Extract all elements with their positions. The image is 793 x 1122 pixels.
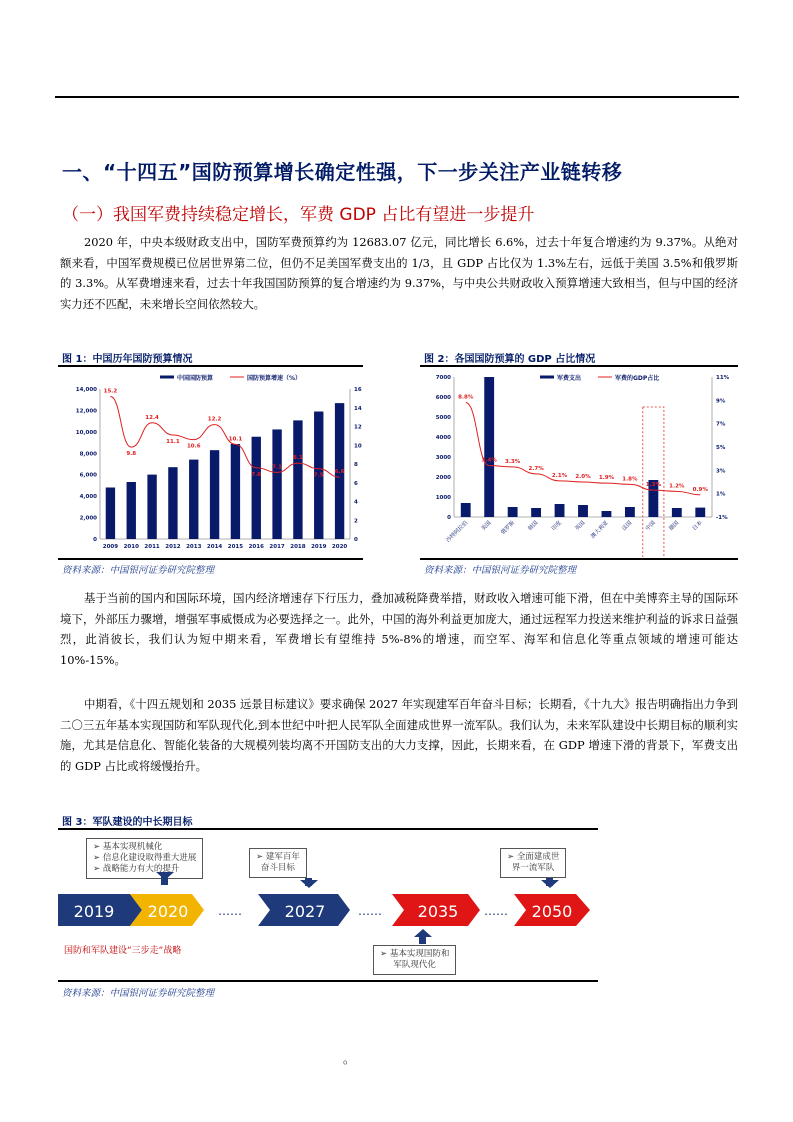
footer-dot: 。 xyxy=(343,1052,356,1066)
y-tick-right: 8 xyxy=(354,462,358,468)
subsection-heading: （一）我国军费持续稳定增长，军费 GDP 占比有望进一步提升 xyxy=(62,205,535,225)
data-label: 0.9% xyxy=(692,486,708,493)
year-2050: 2050 xyxy=(531,902,573,921)
y-tick-left: 2000 xyxy=(435,475,451,481)
data-label: 12.2 xyxy=(207,416,222,423)
bar xyxy=(106,487,115,539)
arrow-2027-head xyxy=(300,880,318,888)
x-tick-label: 法国 xyxy=(621,520,634,533)
bar xyxy=(252,437,261,539)
x-tick-label: 韩国 xyxy=(527,520,540,533)
y-tick-left: 14,000 xyxy=(75,387,97,393)
bar xyxy=(531,508,541,517)
series-line xyxy=(110,397,339,478)
box-2020 xyxy=(86,838,203,879)
y-tick-right: 10 xyxy=(354,443,362,450)
figure1-title: 图 1：中国历年国防预算情况 xyxy=(62,354,193,365)
figure3-bottom-rule xyxy=(58,980,598,982)
y-tick-left: 6000 xyxy=(435,395,451,401)
x-tick-label: 2020 xyxy=(331,544,348,550)
x-tick-label: 英国 xyxy=(574,520,587,533)
y-tick-right: 2 xyxy=(354,518,358,525)
data-label: 1.8% xyxy=(622,476,638,483)
y-tick-right: -1% xyxy=(716,515,728,521)
x-tick-label: 2014 xyxy=(206,544,223,550)
x-tick-label: 2018 xyxy=(290,544,306,550)
data-label: 6.6 xyxy=(334,469,345,476)
box-2050: ➢ 全面建成世 界一流军队 xyxy=(500,848,566,878)
bar xyxy=(578,505,588,517)
box-2020-item: ➢ 战略能力有大的提升 xyxy=(93,864,180,874)
figure2-title: 图 2：各国国防预算的 GDP 占比情况 xyxy=(424,354,596,365)
data-label: 2.0% xyxy=(575,474,591,480)
y-tick-left: 0 xyxy=(447,515,451,521)
bar xyxy=(210,450,219,539)
x-tick-label: 德国 xyxy=(668,520,681,533)
x-tick-label: 2015 xyxy=(227,544,244,550)
data-label: 11.1 xyxy=(166,438,180,445)
arrow-2050-head xyxy=(541,880,559,888)
data-label: 8.1 xyxy=(293,455,303,462)
bar xyxy=(168,467,177,539)
bar xyxy=(127,482,136,539)
bar xyxy=(555,504,565,517)
legend-bar-label: 军费支出 xyxy=(557,375,582,382)
y-tick-right: 3% xyxy=(716,468,726,475)
x-tick-label: 2017 xyxy=(269,544,285,550)
strategy-note: 国防和军队建设“三步走“战略 xyxy=(64,946,182,956)
series-line xyxy=(466,403,701,495)
y-tick-left: 2,000 xyxy=(79,515,97,522)
year-2027: 2027 xyxy=(284,902,326,921)
bar xyxy=(231,444,240,539)
y-tick-left: 8,000 xyxy=(79,451,97,458)
data-label: 10.6 xyxy=(186,443,201,450)
data-label: 9.8 xyxy=(126,451,137,458)
box-2027: ➢ 建军百年 奋斗目标 xyxy=(249,848,307,878)
x-tick-label: 美国 xyxy=(480,520,493,533)
data-label: 2.7% xyxy=(528,465,544,472)
year-2035: 2035 xyxy=(417,902,459,921)
paragraph-1: 2020 年，中央本级财政支出中，国防军费预算约为 12683.07 亿元，同比增长 6.6%，过去十年复合增速约为 9.37%。从绝对额来看，中国军费规模已位居世界第二位，但仍不足美国军费支出的 1/3，且 GDP 占比仅为 1.3%左右，远低于美国 3.5%和俄罗斯的 3.3%。从军费增速来看，过去十年我国国防预算的复合增速约为 9.37%，与中央公共财政收入预算增速大致相当，但与中国的经济实力还不匹配，未来增长空间依然较大。 xyxy=(60,235,738,311)
data-label: 3.3% xyxy=(505,458,521,465)
y-tick-left: 4,000 xyxy=(79,494,97,501)
y-tick-left: 7000 xyxy=(435,375,451,381)
arrow-2035-stem xyxy=(419,936,426,944)
bar xyxy=(272,429,281,539)
data-label: 15.2 xyxy=(103,388,118,395)
year-2019: 2019 xyxy=(73,902,115,921)
box-2035: ➢ 基本实现国防和 军队现代化 xyxy=(373,945,456,975)
y-tick-right: 14 xyxy=(354,405,362,412)
data-label: 10.1 xyxy=(228,436,243,443)
y-tick-right: 4 xyxy=(354,499,358,506)
bar xyxy=(695,508,705,517)
bar xyxy=(147,475,156,539)
x-tick-label: 2019 xyxy=(311,544,327,550)
paragraph-3: 中期看，《十四五规划和 2035 远景目标建议》要求确保 2027 年实现建军百年奋斗目标；长期看，《十九大》报告明确指出力争到二〇三五年基本实现国防和军队现代化,到本世纪中叶把人民军队全面建成世界一流军队。我们认为，未来军队建设中长期目标的顺利实施，尤其是信息化、智能化装备的大规模列装均离不开国防支出的大力支撑，因此，长期来看，在 GDP 增速下滑的背景下，军费支出的 GDP 占比或将缓慢抬升。 xyxy=(60,697,738,773)
x-tick-label: 2013 xyxy=(186,544,202,550)
timeline xyxy=(58,888,598,932)
figure2-source: 资料来源：中国银河证券研究院整理 xyxy=(424,565,577,576)
y-tick-left: 0 xyxy=(93,537,97,543)
figure1-source: 资料来源：中国银河证券研究院整理 xyxy=(62,565,215,576)
box-2020-item: ➢ 信息化建设取得重大进展 xyxy=(93,853,197,863)
legend-bar-label: 中国国防预算 xyxy=(177,375,214,382)
paragraph-2: 基于当前的国内和国际环境，国内经济增速存下行压力，叠加减税降费举措，财政收入增速可能下滑，但在中美博弈主导的国际环境下，外部压力骤增，增强军事威慑成为必要选择之一。此外，中国的海外利益更加庞大，通过远程军力投送来维护利益的诉求日益强烈，此消彼长，我们认为短中期来看，军费增长有望维持 5%-8%的增速，而空军、海军和信息化等重点领域的增速可能达 10%-15%。 xyxy=(60,591,738,667)
data-label: 1.9% xyxy=(598,475,615,482)
data-label: 1.3% xyxy=(645,482,661,489)
y-tick-right: 6 xyxy=(354,480,358,487)
data-label: 7.1 xyxy=(272,464,282,471)
data-label: 12.4 xyxy=(145,414,159,421)
y-tick-left: 5000 xyxy=(435,415,451,421)
bar xyxy=(672,508,682,517)
dots-1: …… xyxy=(218,904,242,918)
x-tick-label: 日本 xyxy=(691,520,704,533)
figure3-rule xyxy=(58,828,598,830)
y-tick-right: 1% xyxy=(716,491,726,498)
figure2-bottom-rule xyxy=(420,558,738,560)
x-tick-label: 2012 xyxy=(165,544,181,550)
data-label: 7.5 xyxy=(313,472,324,479)
x-tick-label: 2010 xyxy=(123,544,139,550)
section-heading: 一、“十四五”国防预算增长确定性强，下一步关注产业链转移 xyxy=(62,160,623,184)
data-label: 3.4% xyxy=(481,457,497,464)
y-tick-left: 3000 xyxy=(435,455,451,461)
data-label: 2.1% xyxy=(551,472,568,479)
bar xyxy=(625,507,635,517)
y-tick-right: 11% xyxy=(716,375,730,381)
x-tick-label: 2009 xyxy=(102,544,119,550)
bar xyxy=(189,460,198,539)
x-tick-label: 2011 xyxy=(144,544,160,550)
legend-line-label: 国防预算增速（%） xyxy=(247,375,302,382)
arrow-2020-head xyxy=(156,872,174,880)
x-tick-label: 2016 xyxy=(248,544,264,550)
y-tick-left: 12,000 xyxy=(75,408,97,415)
figure1-bottom-rule xyxy=(58,558,363,560)
x-tick-label: 澳大利亚 xyxy=(590,520,610,540)
y-tick-right: 12 xyxy=(354,424,362,431)
bar xyxy=(508,507,518,517)
y-tick-right: 0 xyxy=(354,537,358,543)
x-tick-label: 中国 xyxy=(644,520,657,533)
chart2 xyxy=(420,367,738,557)
dots-3: …… xyxy=(484,904,508,918)
box-2020-item: ➢ 基本实现机械化 xyxy=(93,842,163,852)
dots-2: …… xyxy=(358,904,382,918)
y-tick-right: 16 xyxy=(354,387,362,393)
y-tick-right: 7% xyxy=(716,421,726,428)
bar xyxy=(484,377,494,517)
legend-line-label: 军费的GDP占比 xyxy=(615,375,660,382)
x-tick-label: 沙特阿拉伯 xyxy=(445,520,470,544)
y-tick-left: 4000 xyxy=(435,435,451,441)
y-tick-right: 9% xyxy=(716,398,726,405)
figure3-source: 资料来源：中国银河证券研究院整理 xyxy=(62,988,215,999)
year-2020: 2020 xyxy=(147,902,189,921)
bar xyxy=(602,511,612,517)
header-rule xyxy=(55,96,739,98)
data-label: 8.8% xyxy=(458,394,474,401)
y-tick-left: 10,000 xyxy=(75,429,97,436)
bar xyxy=(461,503,471,517)
bar xyxy=(293,420,302,539)
x-tick-label: 俄罗斯 xyxy=(500,520,517,537)
figure3-title: 图 3：军队建设的中长期目标 xyxy=(62,817,193,828)
y-tick-left: 1000 xyxy=(435,495,451,501)
data-label: 1.2% xyxy=(669,483,685,490)
data-label: 7.6 xyxy=(251,471,262,478)
x-tick-label: 印度 xyxy=(550,520,563,533)
y-tick-left: 6,000 xyxy=(79,472,97,479)
chart1 xyxy=(58,367,363,557)
y-tick-right: 5% xyxy=(716,445,726,451)
